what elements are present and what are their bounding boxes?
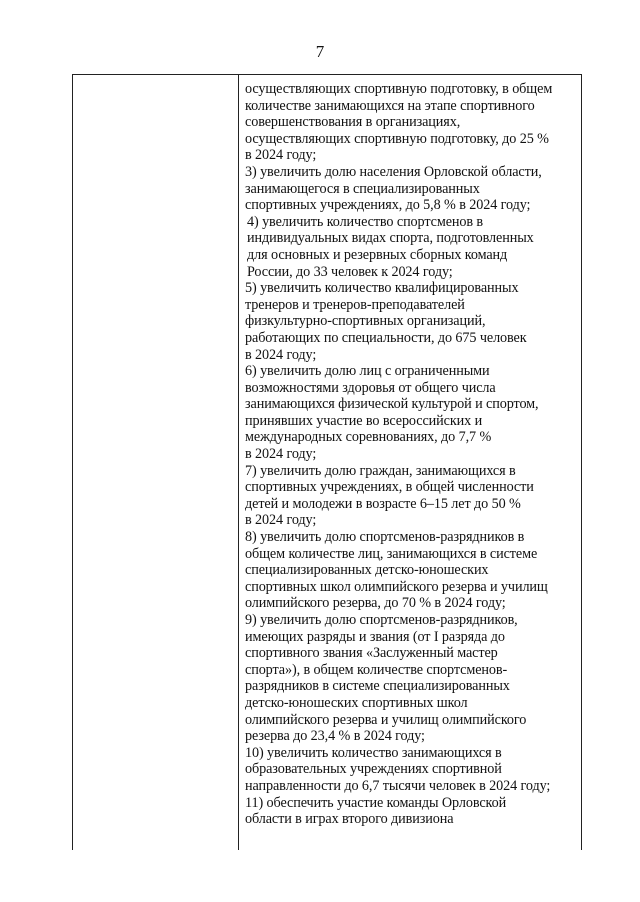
page-number: 7 — [315, 42, 325, 61]
text-line: олимпийского резерва, до 70 % в 2024 году; — [245, 595, 506, 612]
text-line: 10) увеличить количество занимающихся в — [245, 744, 502, 761]
text-line: детей и молодежи в возрасте 6–15 лет до 50 % — [245, 495, 521, 512]
text-line: индивидуальных видах спорта, подготовленных — [247, 230, 534, 247]
text-line: тренеров и тренеров-преподавателей — [245, 296, 465, 313]
text-line: детско-юношеских спортивных школ — [245, 694, 468, 711]
text-line: в 2024 году; — [245, 446, 317, 463]
text-line: международных соревнованиях, до 7,7 % — [245, 429, 492, 446]
text-line: в 2024 году; — [245, 512, 317, 529]
text-line: олимпийского резерва и училищ олимпийского — [245, 711, 527, 728]
text-line: 3) увеличить долю населения Орловской области, — [245, 163, 542, 180]
text-line: совершенствования в организациях, — [245, 114, 461, 131]
text-line: направленности до 6,7 тысячи человек в 2024 году; — [245, 777, 551, 794]
text-line: занимающегося в специализированных — [245, 180, 480, 197]
text-line: 5) увеличить количество квалифицированных — [245, 280, 519, 297]
text-line: осуществляющих спортивную подготовку, до 25 % — [245, 130, 549, 147]
text-line: резерва до 23,4 % в 2024 году; — [245, 728, 425, 745]
text-line: разрядников в системе специализированных — [245, 678, 510, 695]
text-line: спортивных учреждениях, в общей численности — [245, 479, 534, 496]
text-line: специализированных детско-юношеских — [245, 562, 489, 579]
text-line: для основных и резервных сборных команд — [247, 246, 508, 263]
text-line: 9) увеличить долю спортсменов-разрядников, — [245, 612, 518, 628]
text-line: в 2024 году; — [245, 147, 317, 164]
text-line: 11) обеспечить участие команды Орловской — [245, 794, 507, 811]
text-line: области в играх второго дивизиона — [245, 811, 454, 828]
text-line: спортивных учреждениях, до 5,8 % в 2024 году; — [245, 197, 531, 214]
text-line: общем количестве лиц, занимающихся в системе — [245, 545, 538, 562]
text-line: 6) увеличить долю лиц с ограниченными — [245, 363, 490, 380]
text-line: России, до 33 человек к 2024 году; — [247, 263, 453, 280]
text-line: количестве занимающихся на этапе спортивного — [245, 97, 535, 114]
content-table — [72, 74, 582, 850]
text-line: занимающихся физической культурой и спортом, — [245, 396, 539, 413]
text-line: работающих по специальности, до 675 человек — [245, 329, 527, 346]
text-line: принявших участие во всероссийских и — [245, 412, 483, 429]
text-line: 7) увеличить долю граждан, занимающихся в — [245, 462, 516, 479]
text-line: физкультурно-спортивных организаций, — [245, 313, 486, 330]
text-line: в 2024 году; — [245, 346, 317, 363]
text-line: возможностями здоровья от общего числа — [245, 379, 496, 396]
text-line: спортивного звания «Заслуженный мастер — [245, 645, 498, 662]
text-line: спортивных школ олимпийского резерва и училищ — [245, 578, 548, 595]
text-line: спорта»), в общем количестве спортсменов- — [245, 661, 508, 678]
text-line: осуществляющих спортивную подготовку, в общем — [245, 81, 553, 97]
text-line: 4) увеличить количество спортсменов в — [247, 213, 484, 230]
table-left-cell — [73, 75, 239, 850]
text-line: 8) увеличить долю спортсменов-разрядников в — [245, 529, 525, 546]
text-line: образовательных учреждениях спортивной — [245, 761, 502, 778]
table-right-cell — [239, 75, 581, 850]
text-line: имеющих разряды и звания (от I разряда до — [245, 628, 505, 645]
